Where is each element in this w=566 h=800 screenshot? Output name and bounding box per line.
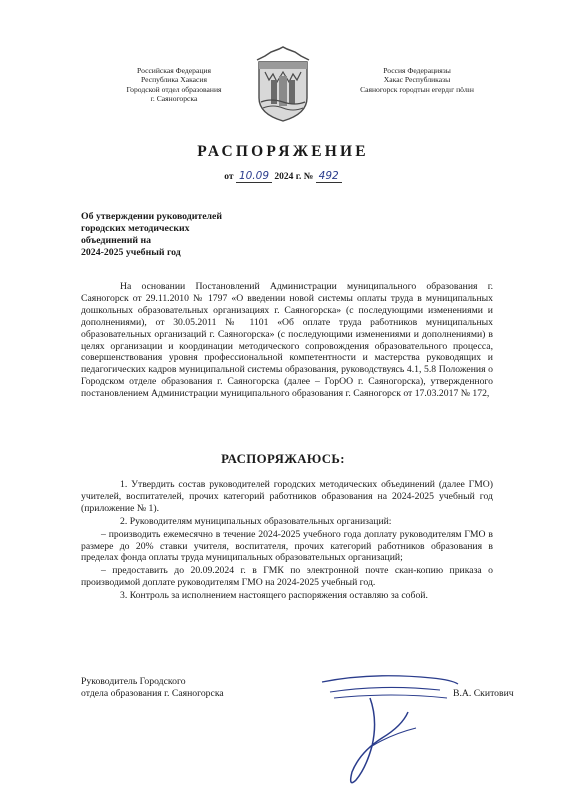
header-right-line: Россия Федерациязы — [383, 66, 451, 75]
coat-of-arms-emblem — [251, 46, 315, 122]
header-right-line: Саяногорск городтын егердıг пӧлıн — [360, 84, 474, 94]
order-subitem: – производить ежемесячно в течение 2024-2025 учебного года доплату руководителям ГМО в размере до 20% ставки учителя, воспитателя, прочих категорий работников образования в пределах фонда оплаты труда муниципальных образовательных организаций; — [81, 528, 493, 564]
subject-line: Об утверждении руководителей — [81, 211, 223, 222]
number-label: № — [303, 172, 314, 182]
order-heading: РАСПОРЯЖАЮСЬ: — [221, 452, 345, 466]
basis-paragraph: На основании Постановлений Администрации муниципального образования г. Саяногорск от 29.11.2010 № 1797 «О введении новой системы оплаты труда в муниципальных дошкольных образовательных организациях г. Саяногорска» (с последующими изменениями и дополнениями), от 30.05.2011 № 1101 «Об оплате труда работников муниципальных образовательных организаций г. Саяногорска» (с последующими изменениями и дополнениями) в целях организации и координации методического сопровождения образовательного процесса, совершенствования уровня профессиональной компетентности и мастерства руководящих и педагогических кадров муниципальной системы образования, руководствуясь 4.1, 5.8 Положения о Городском отделе образования г. Саяногорска (далее – ГорОО г. Саяногорска), утвержденного постановлением Администрации муниципального образования г. Саяногорск от 17.03.2017 № 172, — [81, 281, 493, 400]
signatory-position — [81, 676, 224, 700]
subject-line: городских методических — [81, 223, 190, 234]
order-items — [81, 479, 493, 603]
date-number-line — [0, 170, 566, 183]
handwritten-number: 492 — [316, 170, 342, 183]
order-item: 2. Руководителям муниципальных образовательных организаций: — [120, 515, 392, 527]
header-left-line: Городской отдел образования — [126, 84, 222, 94]
signatory-position-line: Руководитель Городского — [81, 676, 186, 687]
document-title: РАСПОРЯЖЕНИЕ — [197, 143, 369, 160]
header-right-block — [342, 66, 492, 94]
header-left-line: Республика Хакасия — [141, 75, 207, 85]
header-right-line: Хакас Республиказы — [383, 75, 451, 85]
signatory-name: В.А. Скитович — [453, 688, 514, 699]
handwritten-date: 10.09 — [236, 170, 272, 183]
order-subitem: – предоставить до 20.09.2024 г. в ГМК по электронной почте скан-копию приказа о производимой доплате руководителям ГМО на 2024-2025 учебный год. — [81, 565, 493, 589]
date-year: 2024 г. — [274, 172, 302, 182]
subject-line: 2024-2025 учебный год — [81, 247, 181, 258]
order-item: 3. Контроль за исполнением настоящего распоряжения оставляю за собой. — [120, 590, 428, 602]
signatory-position-line: отдела образования г. Саяногорска — [81, 688, 224, 699]
header-left-block — [99, 66, 249, 104]
subject-block — [81, 211, 222, 259]
order-item: 1. Утвердить состав руководителей городских методических объединений (далее ГМО) учителей, воспитателей, прочих категорий работников образования на 2024-2025 учебный год (приложение № 1). — [81, 479, 493, 514]
handwritten-signature — [312, 668, 462, 793]
header-left-line: Российская Федерация — [137, 66, 211, 75]
header-left-line: г. Саяногорска — [150, 94, 198, 104]
subject-line: объединений на — [81, 235, 152, 246]
date-prefix: от — [224, 172, 234, 182]
